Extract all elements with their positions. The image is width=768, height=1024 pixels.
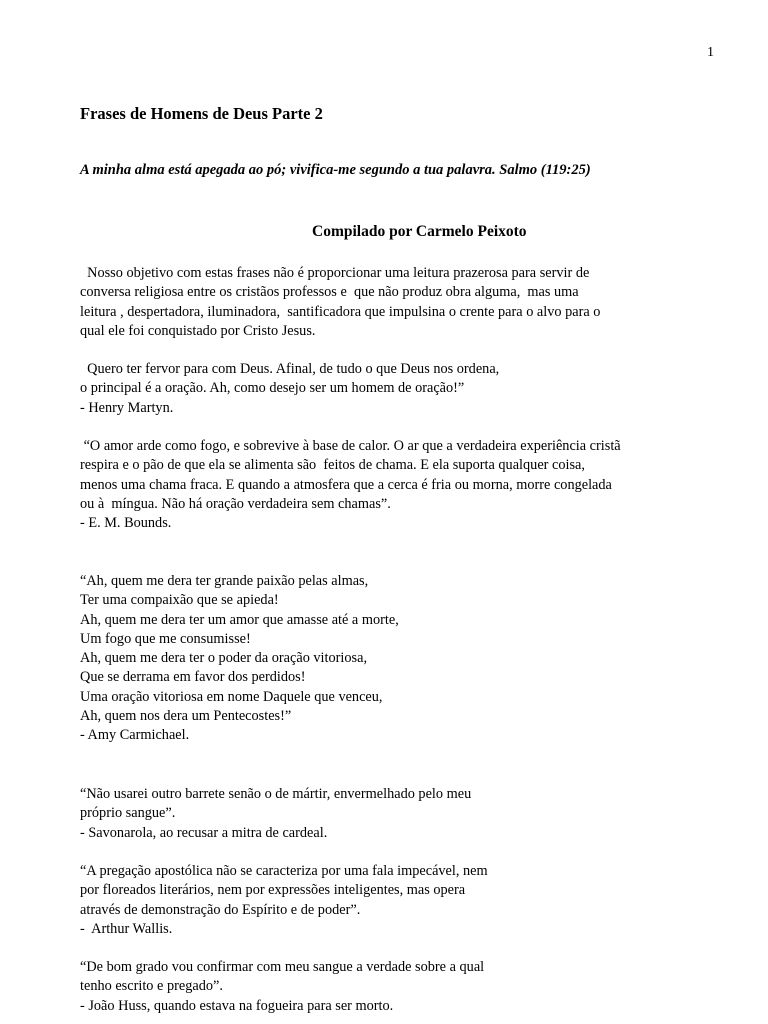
text-line: Um fogo que me consumisse! xyxy=(80,630,251,647)
text-line: Nosso objetivo com estas frases não é proporcionar uma leitura prazerosa para servir de xyxy=(80,265,590,281)
text-line: “De bom grado vou confirmar com meu sangue a verdade sobre a qual xyxy=(80,959,485,975)
text-line: conversa religiosa entre os cristãos professos e que não produz obra alguma, mas uma xyxy=(80,284,579,301)
text-line: por floreados literários, nem por expressões inteligentes, mas opera xyxy=(80,882,466,899)
quote-block xyxy=(80,958,484,1016)
text-line: Quero ter fervor para com Deus. Afinal, de tudo o que Deus nos ordena, xyxy=(80,361,500,377)
text-line: leitura , despertadora, iluminadora, santificadora que impulsina o crente para o alvo para o xyxy=(80,303,601,320)
intro-paragraph xyxy=(80,264,600,341)
text-line: respira e o pão de que ela se alimenta são feitos de chama. E ela suporta qualquer coisa, xyxy=(80,457,585,474)
quote-block xyxy=(80,785,471,843)
epigraph: A minha alma está apegada ao pó; vivifica-me segundo a tua palavra. Salmo (119:25) xyxy=(80,162,591,178)
text-line: Ah, quem me dera ter um amor que amasse até a morte, xyxy=(80,611,399,628)
text-line: Ah, quem nos dera um Pentecostes!” xyxy=(80,708,292,725)
text-line: menos uma chama fraca. E quando a atmosfera que a cerca é fria ou morna, morre congelada xyxy=(80,476,612,493)
text-line: Ah, quem me dera ter o poder da oração vitoriosa, xyxy=(80,650,368,667)
page-number: 1 xyxy=(707,45,714,60)
quote-block xyxy=(80,572,399,746)
text-line: próprio sangue”. xyxy=(80,805,176,822)
text-line: - João Huss, quando estava na fogueira para ser morto. xyxy=(80,997,394,1014)
text-line: “Não usarei outro barrete senão o de mártir, envermelhado pelo meu xyxy=(80,786,472,802)
text-line: - Henry Martyn. xyxy=(80,399,174,416)
quote-block xyxy=(80,437,621,533)
text-line: - E. M. Bounds. xyxy=(80,515,172,532)
text-line: - Amy Carmichael. xyxy=(80,727,190,744)
quote-block xyxy=(80,360,499,418)
document-title: Frases de Homens de Deus Parte 2 xyxy=(80,104,323,123)
text-line: qual ele foi conquistado por Cristo Jesus. xyxy=(80,322,316,339)
quote-block xyxy=(80,862,488,939)
text-line: Ter uma compaixão que se apieda! xyxy=(80,592,279,609)
text-line: “A pregação apostólica não se caracteriza por uma fala impecável, nem xyxy=(80,863,488,879)
text-line: “O amor arde como fogo, e sobrevive à base de calor. O ar que a verdadeira experiência cristã xyxy=(80,438,621,454)
text-line: “Ah, quem me dera ter grande paixão pelas almas, xyxy=(80,573,369,589)
text-line: Que se derrama em favor dos perdidos! xyxy=(80,669,306,686)
text-line: ou à míngua. Não há oração verdadeira sem chamas”. xyxy=(80,495,391,512)
text-line: através de demonstração do Espírito e de poder”. xyxy=(80,901,361,918)
text-line: - Savonarola, ao recusar a mitra de cardeal. xyxy=(80,824,328,841)
text-line: o principal é a oração. Ah, como desejo ser um homem de oração!” xyxy=(80,380,465,397)
text-line: tenho escrito e pregado”. xyxy=(80,978,223,995)
text-line: Uma oração vitoriosa em nome Daquele que venceu, xyxy=(80,688,383,705)
compiler-credit: Compilado por Carmelo Peixoto xyxy=(312,223,527,240)
text-line: - Arthur Wallis. xyxy=(80,920,173,937)
